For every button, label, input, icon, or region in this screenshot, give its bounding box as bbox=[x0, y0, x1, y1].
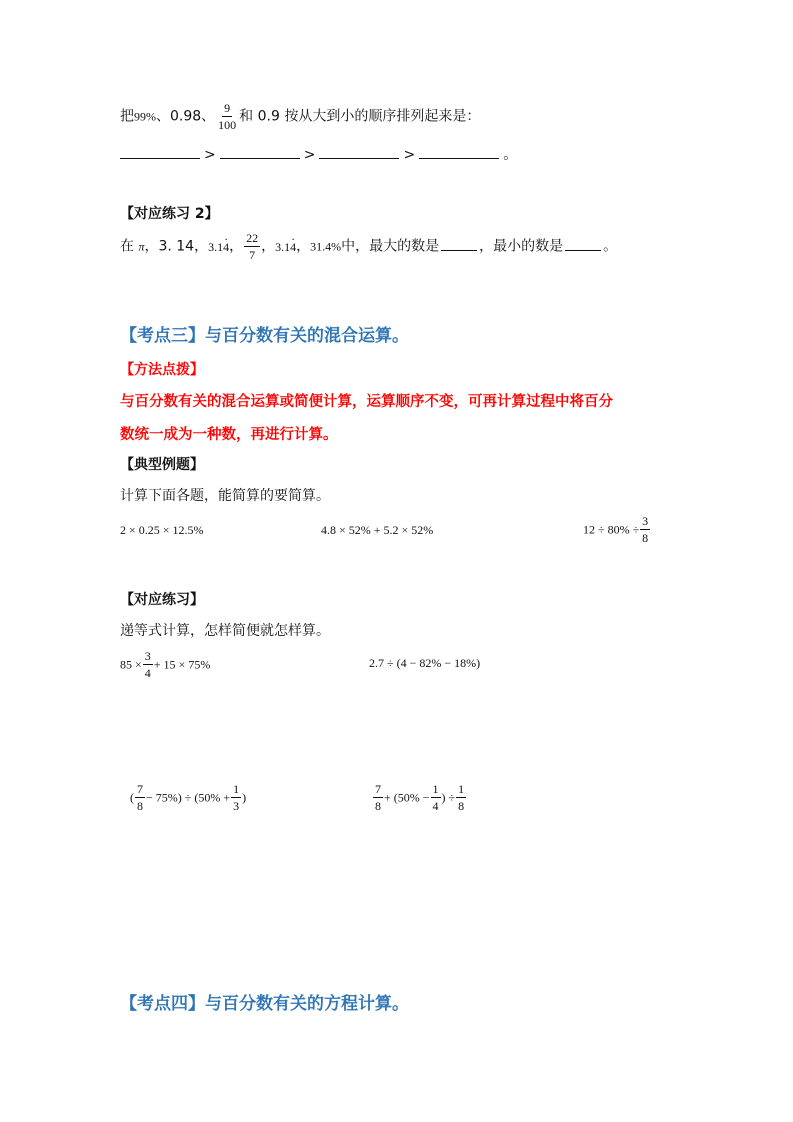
answer-blank-1[interactable] bbox=[120, 144, 200, 159]
value-3-14: 3. 14 bbox=[158, 238, 195, 255]
kp3-heading: 【考点三】与百分数有关的混合运算。 bbox=[120, 326, 409, 346]
fraction-22-7: $\frac{22}{7}$ bbox=[246, 231, 259, 262]
example-expression-3: 12 ÷ 80% ÷ $\frac{3}{8}$ bbox=[583, 514, 649, 545]
method-line-1: 与百分数有关的混合运算或简便计算，运算顺序不变，可再计算过程中将百分 bbox=[120, 394, 613, 410]
practice-expression-2: 2.7 ÷ (4 − 82% − 18%) bbox=[369, 656, 481, 670]
example-title: 【典型例题】 bbox=[120, 457, 204, 473]
problem-ordering: 把99%、0.98、 $\frac{9}{100}$ 和 0.9 按从大到小的顺序排列起来是： bbox=[120, 101, 481, 132]
min-answer-blank[interactable] bbox=[565, 236, 601, 251]
repeating-3-14-a: 3.14 · bbox=[208, 240, 229, 254]
value-31-4-percent: 31.4% bbox=[310, 239, 342, 254]
practice-2-title: 【对应练习 2】 bbox=[120, 206, 219, 222]
practice-expression-3: ( $\frac{7}{8}$ − 75%) ÷ (50% + $\frac{1}{3}$ ) bbox=[130, 782, 247, 813]
example-instruction: 计算下面各题，能简算的要简算。 bbox=[120, 488, 330, 504]
ordering-answer-line: > > > 。 bbox=[120, 144, 517, 164]
practice-expression-1: 85 × $\frac{3}{4}$ + 15 × 75% bbox=[120, 649, 211, 680]
max-answer-blank[interactable] bbox=[441, 236, 477, 251]
kp4-heading: 【考点四】与百分数有关的方程计算。 bbox=[120, 994, 409, 1014]
example-expression-2: 4.8 × 52% + 5.2 × 52% bbox=[321, 523, 434, 537]
practice-instruction: 递等式计算，怎样简便就怎样算。 bbox=[120, 623, 330, 639]
answer-blank-2[interactable] bbox=[220, 144, 300, 159]
practice-2-question: 在 π，3. 14，3.14 ·， $\frac{22}{7}$ ，3.14 ·，31.4%中，最大的数是 ，最小的数是 。 bbox=[120, 231, 617, 262]
example-expression-1: 2 × 0.25 × 12.5% bbox=[120, 523, 204, 537]
repeating-3-14-b: 3.14 · bbox=[275, 240, 296, 254]
method-line-2: 数统一成为一种数，再进行计算。 bbox=[120, 427, 338, 443]
answer-blank-3[interactable] bbox=[319, 144, 399, 159]
method-title: 【方法点拨】 bbox=[120, 362, 204, 378]
value-99-percent: 99% bbox=[134, 109, 156, 124]
practice-expression-4: $\frac{7}{8}$ + (50% − $\frac{1}{4}$ ) ÷ $\frac{1}{8}$ bbox=[375, 782, 465, 813]
pi-symbol: π bbox=[138, 239, 145, 254]
answer-blank-4[interactable] bbox=[419, 144, 499, 159]
fraction-9-100: $\frac{9}{100}$ bbox=[218, 101, 237, 132]
practice-title: 【对应练习】 bbox=[120, 592, 204, 608]
